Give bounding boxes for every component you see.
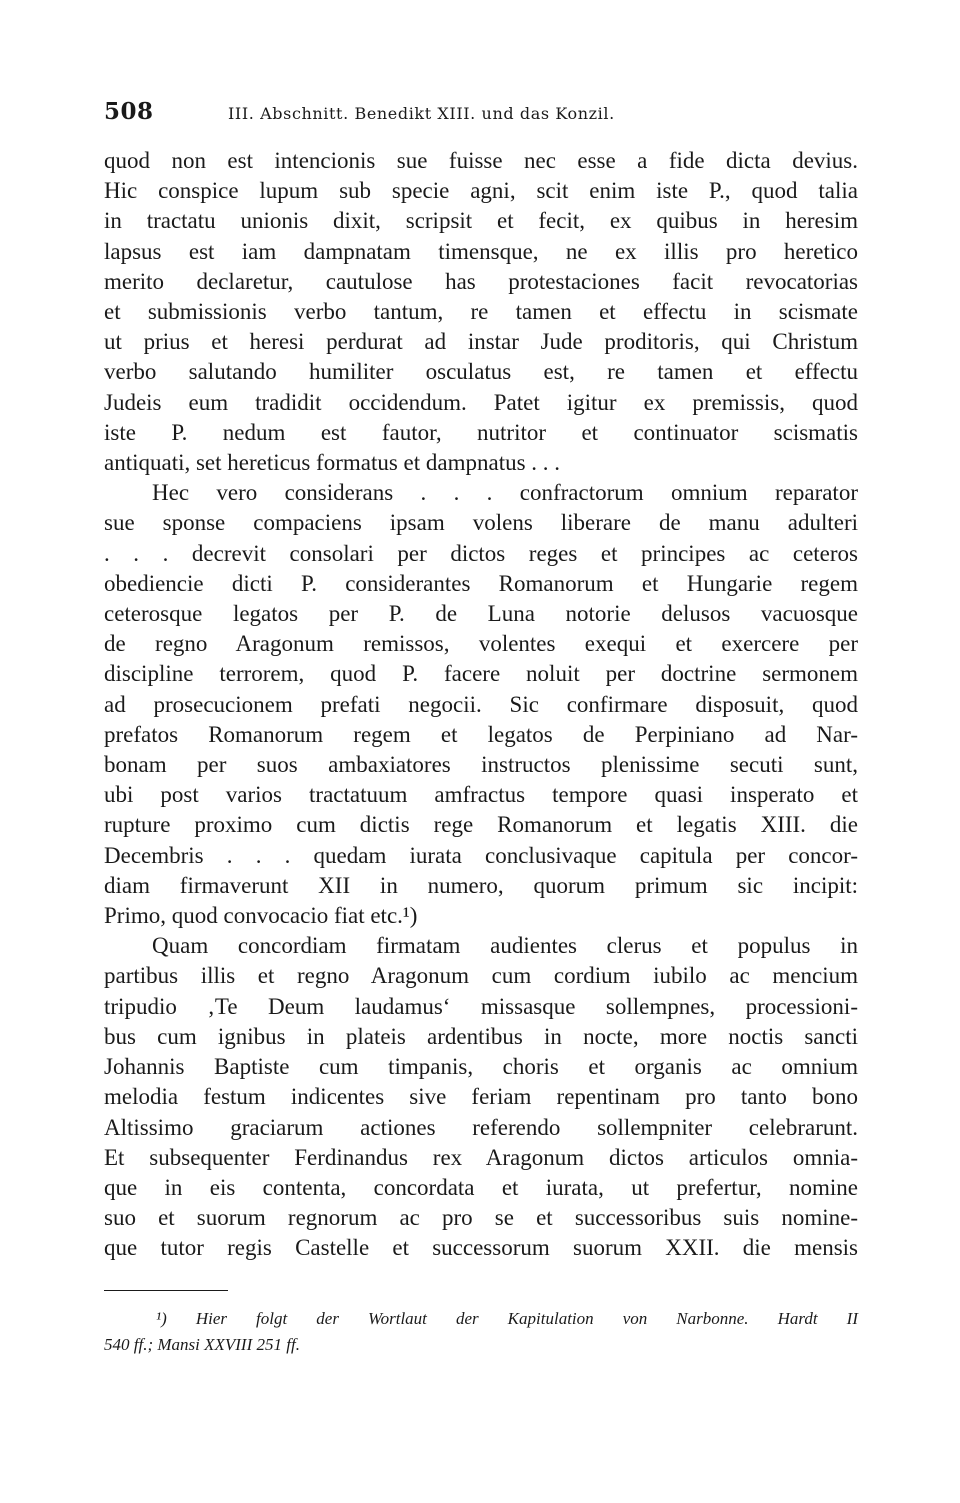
text-line: Altissimo graciarum actiones referendo sollempniter celebrarunt. [104, 1114, 858, 1140]
footnote-line: ¹) Hier folgt der Wortlaut der Kapitulation von Narbonne. Hardt II [156, 1308, 858, 1328]
text-line: verbo salutando humiliter osculatus est, re tamen et effectu [104, 359, 858, 385]
text-line: bus cum ignibus in plateis ardentibus in nocte, more noctis sancti [104, 1023, 858, 1049]
text-line: Et subsequenter Ferdinandus rex Aragonum dictos articulos omnia- [104, 1144, 858, 1170]
text-line: Johannis Baptiste cum timpanis, choris et organis ac omnium [104, 1054, 858, 1080]
text-line: Decembris . . . quedam iurata conclusivaque capitula per concor- [104, 842, 858, 868]
text-line: Hec vero considerans . . . confractorum omnium reparator [152, 480, 858, 506]
book-page [104, 98, 858, 1358]
text-line: obediencie dicti P. considerantes Romanorum et Hungarie regem [104, 570, 858, 596]
text-line: antiquati, set hereticus formatus et dampnatus . . . [104, 450, 561, 476]
text-line: de regno Aragonum remissos, volentes exequi et exercere per [104, 631, 858, 657]
running-title: III. Abschnitt. Benedikt XIII. und das Konzil. [228, 104, 615, 123]
text-line: melodia festum indicentes sive feriam repentinam pro tanto bono [104, 1084, 858, 1110]
footnote-divider [104, 1290, 228, 1291]
text-line: iste P. nedum est fautor, nutritor et continuator scismatis [104, 419, 858, 445]
text-line: et submissionis verbo tantum, re tamen et effectu in scismate [104, 299, 858, 325]
text-line: discipline terrorem, quod P. facere noluit per doctrine sermonem [104, 661, 858, 687]
text-line: rupture proximo cum dictis rege Romanorum et legatis XIII. die [104, 812, 858, 838]
footnote [104, 1306, 858, 1358]
page-number: 508 [104, 98, 154, 125]
text-line: . . . decrevit consolari per dictos reges et principes ac ceteros [104, 540, 858, 566]
text-line: merito declaretur, cautulose has protestaciones facit revocatorias [104, 268, 858, 294]
text-line: Hic conspice lupum sub specie agni, scit enim iste P., quod talia [104, 178, 858, 204]
body-text [104, 146, 858, 1264]
text-line: Primo, quod convocacio fiat etc.¹) [104, 903, 418, 929]
text-line: ceterosque legatos per P. de Luna notorie delusos vacuosque [104, 601, 858, 627]
running-head [104, 98, 858, 136]
text-line: ubi post varios tractatuum amfractus tempore quasi insperato et [104, 782, 858, 808]
text-line: que tutor regis Castelle et successorum suorum XXII. die mensis [104, 1235, 858, 1261]
text-line: ut prius et heresi perdurat ad instar Jude proditoris, qui Christum [104, 329, 858, 355]
footnote-line: 540 ff.; Mansi XXVIII 251 ff. [104, 1334, 300, 1354]
text-line: tripudio ‚Te Deum laudamus‘ missasque sollempnes, processioni- [104, 993, 858, 1019]
text-line: lapsus est iam dampnatam timensque, ne ex illis pro heretico [104, 238, 858, 264]
text-line: quod non est intencionis sue fuisse nec esse a fide dicta devius. [104, 148, 858, 173]
text-line: suo et suorum regnorum ac pro se et successoribus suis nomine- [104, 1205, 858, 1231]
text-line: ad prosecucionem prefati negocii. Sic confirmare disposuit, quod [104, 691, 858, 717]
text-line: sue sponse compaciens ipsam volens liberare de manu adulteri [104, 510, 858, 536]
text-line: in tractatu unionis dixit, scripsit et fecit, ex quibus in heresim [104, 208, 858, 234]
text-line: Judeis eum tradidit occidendum. Patet igitur ex premissis, quod [104, 389, 858, 415]
text-line: prefatos Romanorum regem et legatos de Perpiniano ad Nar- [104, 721, 858, 747]
text-line: Quam concordiam firmatam audientes clerus et populus in [152, 933, 858, 959]
text-line: diam firmaverunt XII in numero, quorum primum sic incipit: [104, 872, 858, 898]
text-line: partibus illis et regno Aragonum cum cordium iubilo ac mencium [104, 963, 858, 989]
text-line: bonam per suos ambaxiatores instructos plenissime secuti sunt, [104, 752, 858, 778]
text-line: que in eis contenta, concordata et iurata, ut prefertur, nomine [104, 1174, 858, 1200]
